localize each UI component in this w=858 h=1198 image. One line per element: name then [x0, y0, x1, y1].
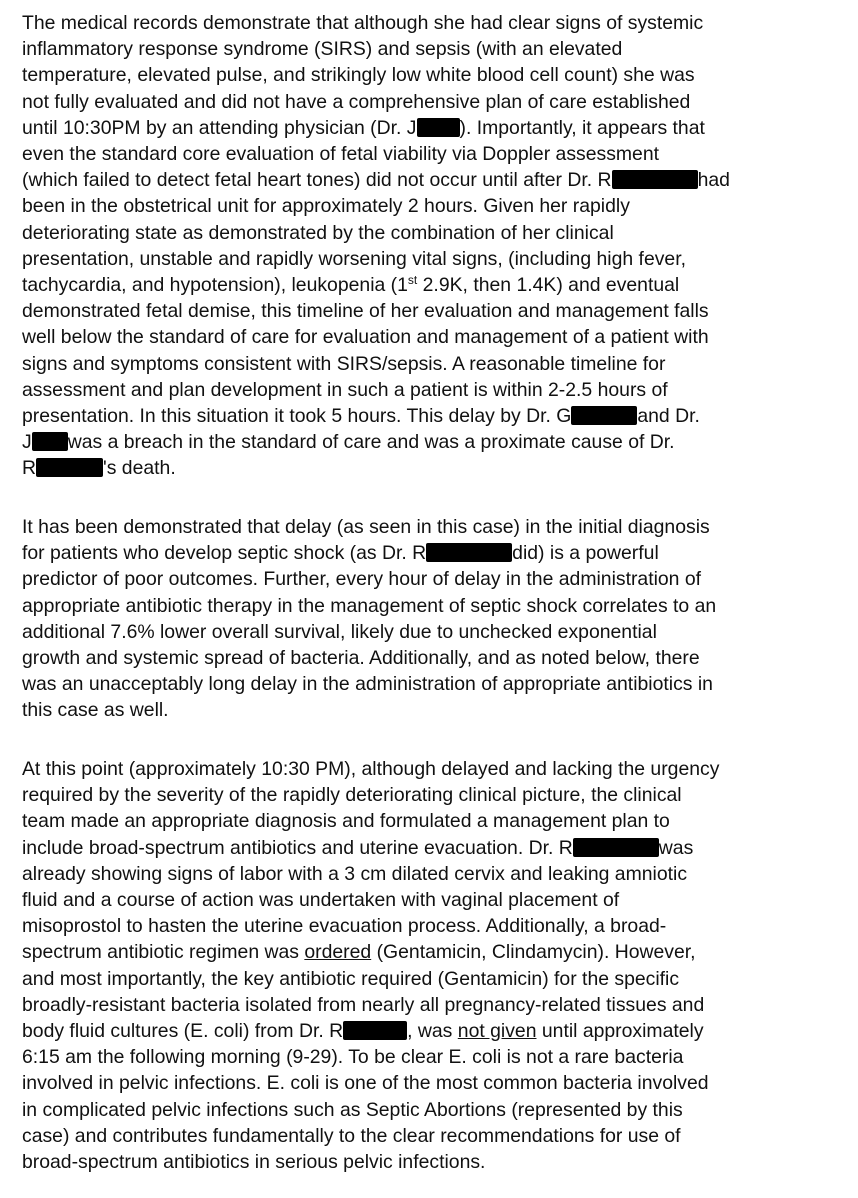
underlined-text: not given — [457, 1020, 537, 1042]
text-segment: broad-spectrum antibiotics in serious pelvic infections. — [22, 1151, 486, 1173]
text-line — [22, 141, 659, 167]
text-segment: 's death. — [103, 457, 176, 480]
text-segment: J — [22, 431, 32, 454]
redaction-bar — [36, 458, 103, 477]
text-line — [22, 782, 682, 808]
text-line — [22, 272, 679, 298]
text-segment: appropriate antibiotic therapy in the management of septic shock correlates to an — [22, 594, 717, 617]
text-line — [22, 10, 703, 36]
text-segment: demonstrated fetal demise, this timeline of her evaluation and management falls — [22, 300, 709, 323]
text-line — [22, 167, 730, 193]
text-segment: team made an appropriate diagnosis and formulated a management plan to — [22, 810, 670, 833]
text-segment: 2.9K, then 1.4K) and eventual — [417, 274, 680, 296]
text-line — [22, 808, 670, 834]
text-line — [22, 1018, 704, 1044]
redaction-bar — [32, 432, 68, 451]
text-segment: and Dr. — [637, 405, 700, 427]
text-segment: predictor of poor outcomes. Further, every hour of delay in the administration of — [22, 568, 702, 591]
text-segment: deteriorating state as demonstrated by the combination of her clinical — [22, 221, 614, 244]
redaction-bar — [343, 1021, 407, 1040]
text-line — [22, 115, 705, 141]
text-segment: (which failed to detect fetal heart tones) did not occur until after Dr. R — [22, 169, 612, 192]
text-segment: inflammatory response syndrome (SIRS) and sepsis (with an elevated — [22, 38, 623, 61]
text-segment: well below the standard of care for evaluation and management of a patient with — [22, 326, 709, 349]
text-segment: even the standard core evaluation of fetal viability via Doppler assessment — [22, 143, 660, 165]
text-segment: for patients who develop septic shock (as Dr. R — [22, 542, 427, 565]
underlined-text: ordered — [304, 941, 372, 964]
text-segment: 6:15 am the following morning (9-29). To be clear E. coli is not a rare bacteria — [22, 1046, 684, 1069]
text-segment: case) and contributes fundamentally to the clear recommendations for use of — [22, 1124, 681, 1147]
text-segment: until approximately — [536, 1020, 704, 1042]
text-segment: was a breach in the standard of care and was a proximate cause of Dr. — [67, 431, 675, 454]
text-line — [22, 298, 709, 324]
text-segment: this case as well. — [22, 699, 169, 722]
text-line — [22, 939, 696, 965]
redaction-bar — [571, 406, 637, 425]
text-line — [22, 540, 659, 566]
text-line — [22, 1044, 683, 1070]
text-segment: and most importantly, the key antibiotic required (Gentamicin) for the specific — [22, 967, 680, 990]
text-line — [22, 193, 630, 219]
text-segment: had — [697, 169, 730, 192]
text-segment: already showing signs of labor with a 3 cm dilated cervix and leaking amniotic — [22, 862, 688, 885]
text-segment: additional 7.6% lower overall survival, likely due to unchecked exponential — [22, 620, 657, 643]
text-line — [22, 351, 665, 377]
text-segment: include broad-spectrum antibiotics and uterine evacuation. Dr. R — [22, 836, 573, 859]
text-line — [22, 861, 687, 887]
text-segment: required by the severity of the rapidly deteriorating clinical picture, the clinical — [22, 784, 682, 807]
text-segment: signs and symptoms consistent with SIRS/sepsis. A reasonable timeline for — [22, 352, 666, 375]
redaction-bar — [417, 118, 460, 137]
text-segment: R — [22, 457, 37, 480]
text-line — [22, 593, 716, 619]
text-segment: At this point (approximately 10:30 PM), although delayed and lacking the urgency — [22, 758, 720, 780]
text-line — [22, 835, 693, 861]
text-segment: ). Importantly, it appears that — [459, 116, 705, 139]
text-line — [22, 36, 622, 62]
text-segment: fluid and a course of action was undertaken with vaginal placement of — [22, 889, 620, 911]
text-segment: temperature, elevated pulse, and strikingly low white blood cell count) she was — [22, 64, 695, 87]
superscript: st — [407, 273, 418, 287]
text-line — [22, 645, 700, 671]
text-line — [22, 566, 701, 592]
text-segment: was an unacceptably long delay in the administration of appropriate antibiotics in — [22, 673, 713, 696]
text-segment: presentation, unstable and rapidly worsening vital signs, (including high fever, — [22, 247, 686, 270]
redaction-bar — [426, 543, 512, 562]
text-line — [22, 429, 675, 455]
text-line — [22, 324, 709, 350]
text-line — [22, 89, 690, 115]
text-segment: growth and systemic spread of bacteria. Additionally, and as noted below, there — [22, 647, 700, 669]
text-line — [22, 913, 666, 939]
text-line — [22, 619, 657, 645]
text-segment: The medical records demonstrate that although she had clear signs of systemic — [22, 12, 704, 34]
text-segment: spectrum antibiotic regimen was — [22, 941, 305, 964]
text-line — [22, 1149, 485, 1175]
text-line — [22, 246, 686, 272]
text-segment: until 10:30PM by an attending physician (Dr. J — [22, 116, 417, 139]
text-line — [22, 62, 695, 88]
redaction-bar — [612, 170, 698, 189]
text-line — [22, 1097, 683, 1123]
text-segment: assessment and plan development in such a patient is within 2-2.5 hours of — [22, 378, 668, 401]
text-segment: did) is a powerful — [512, 542, 659, 565]
text-line — [22, 220, 614, 246]
text-segment: broadly-resistant bacteria isolated from nearly all pregnancy-related tissues and — [22, 993, 705, 1016]
text-segment: was — [658, 836, 694, 859]
text-segment: not fully evaluated and did not have a comprehensive plan of care established — [22, 90, 691, 113]
text-line — [22, 671, 713, 697]
text-line — [22, 756, 719, 782]
text-segment: been in the obstetrical unit for approximately 2 hours. Given her rapidly — [22, 195, 630, 218]
text-segment: body fluid cultures (E. coli) from Dr. R — [22, 1020, 344, 1042]
text-line — [22, 514, 710, 540]
text-segment: involved in pelvic infections. E. coli is one of the most common bacteria involved — [22, 1072, 709, 1095]
text-line — [22, 455, 176, 481]
text-line — [22, 992, 704, 1018]
text-line — [22, 403, 700, 429]
redaction-bar — [573, 838, 659, 857]
text-line — [22, 1070, 709, 1096]
text-line — [22, 697, 169, 723]
text-line — [22, 377, 668, 403]
text-segment: , was — [407, 1020, 458, 1042]
text-segment: (Gentamicin, Clindamycin). However, — [371, 941, 696, 964]
text-line — [22, 1123, 681, 1149]
text-segment: misoprostol to hasten the uterine evacuation process. Additionally, a broad- — [22, 915, 667, 938]
text-segment: presentation. In this situation it took 5 hours. This delay by Dr. G — [22, 405, 572, 427]
text-line — [22, 966, 679, 992]
text-segment: tachycardia, and hypotension), leukopenia (1 — [22, 274, 408, 296]
text-segment: It has been demonstrated that delay (as seen in this case) in the initial diagnosis — [22, 516, 710, 538]
text-line — [22, 887, 619, 913]
text-segment: in complicated pelvic infections such as Septic Abortions (represented by this — [22, 1098, 683, 1121]
